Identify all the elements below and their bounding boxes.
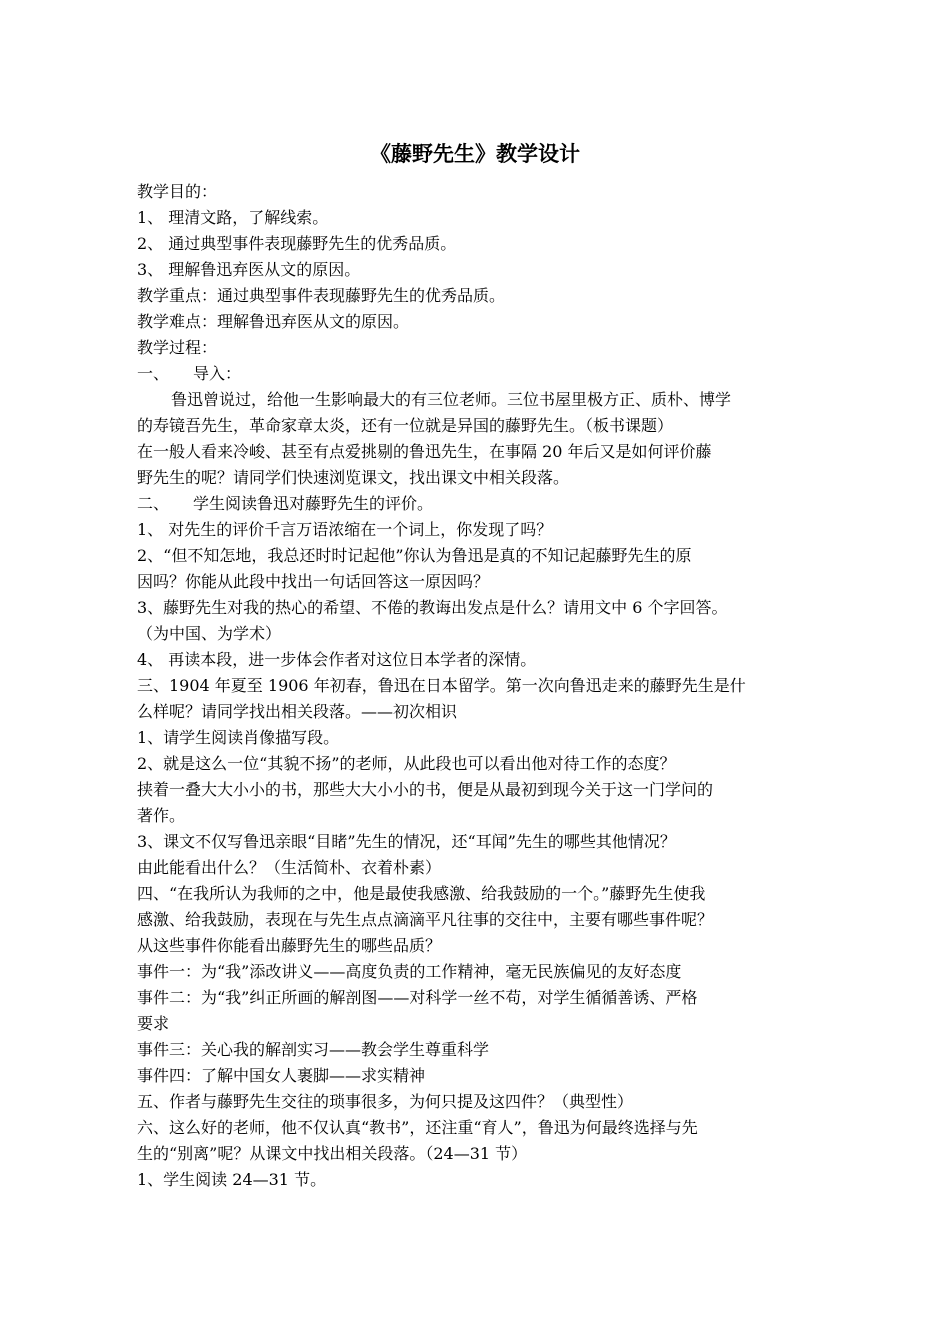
text-line: 生的“别离”呢？从课文中找出相关段落。（24—31 节） [137,1144,528,1163]
text-line: 二、 学生阅读鲁迅对藤野先生的评价。 [137,494,434,513]
text-line: 3、课文不仅写鲁迅亲眼“目睹”先生的情况，还“耳闻”先生的哪些其他情况？ [137,832,676,851]
text-line: 么样呢？请同学找出相关段落。——初次相识 [137,702,458,721]
text-line: 六、这么好的老师，他不仅认真“教书”，还注重“育人”，鲁迅为何最终选择与先 [137,1118,698,1137]
text-line: 1、请学生阅读肖像描写段。 [137,728,340,747]
text-line: 事件四：了解中国女人裹脚——求实精神 [137,1066,426,1085]
text-line: 4、 再读本段，进一步体会作者对这位日本学者的深情。 [137,650,537,669]
text-line: 从这些事件你能看出藤野先生的哪些品质？ [137,936,442,955]
text-line: 五、作者与藤野先生交往的琐事很多，为何只提及这四件？（典型性） [137,1092,634,1111]
text-line: 三、1904 年夏至 1906 年初春，鲁迅在日本留学。第一次向鲁迅走来的藤野先生是什 [137,676,746,695]
text-line: （为中国、为学术） [137,624,282,643]
text-line: 由此能看出什么？（生活简朴、衣着朴素） [137,858,442,877]
text-line: 2、就是这么一位“其貌不扬”的老师，从此段也可以看出他对待工作的态度？ [137,754,676,773]
text-line: 教学重点：通过典型事件表现藤野先生的优秀品质。 [137,286,506,305]
document-title: 《藤野先生》教学设计 [370,142,580,166]
text-line: 教学目的： [137,182,218,201]
text-line: 的寿镜吾先生，革命家章太炎，还有一位就是异国的藤野先生。（板书课题） [137,416,674,435]
text-line: 事件三：关心我的解剖实习——教会学生尊重科学 [137,1040,490,1059]
text-line: 在一般人看来冷峻、甚至有点爱挑剔的鲁迅先生，在事隔 20 年后又是如何评价藤 [137,442,712,461]
text-line: 著作。 [137,806,186,825]
text-line: 2、 通过典型事件表现藤野先生的优秀品质。 [137,234,457,253]
text-line: 挟着一叠大大小小的书，那些大大小小的书，便是从最初到现今关于这一门学问的 [137,780,714,799]
text-line: 1、 理清文路，了解线索。 [137,208,329,227]
text-line: 野先生的呢？请同学们快速浏览课文，找出课文中相关段落。 [137,468,570,487]
text-line: 教学难点：理解鲁迅弃医从文的原因。 [137,312,410,331]
text-line: 事件二：为“我”纠正所画的解剖图——对科学一丝不苟，对学生循循善诱、严格 [137,988,698,1007]
text-line: 3、藤野先生对我的热心的希望、不倦的教诲出发点是什么？请用文中 6 个字回答。 [137,598,728,617]
text-line: 四、“在我所认为我师的之中，他是最使我感激、给我鼓励的一个。”藤野先生使我 [137,884,706,903]
text-line: 感激、给我鼓励，表现在与先生点点滴滴平凡往事的交往中，主要有哪些事件呢？ [137,910,714,929]
text-line: 要求 [137,1014,170,1033]
text-line: 事件一：为“我”添改讲义——高度负责的工作精神，毫无民族偏见的友好态度 [137,962,682,981]
text-line: 3、 理解鲁迅弃医从文的原因。 [137,260,361,279]
text-line: 2、“但不知怎地，我总还时时记起他”你认为鲁迅是真的不知记起藤野先生的原 [137,546,692,565]
text-line: 鲁迅曾说过，给他一生影响最大的有三位老师。三位书屋里极方正、质朴、博学 [171,390,732,409]
text-line: 1、 对先生的评价千言万语浓缩在一个词上，你发现了吗？ [137,520,553,539]
text-line: 因吗？你能从此段中找出一句话回答这一原因吗？ [137,572,490,591]
text-line: 一、 导入： [137,364,242,383]
text-line: 1、学生阅读 24—31 节。 [137,1170,327,1189]
document-body [137,179,817,1193]
text-line: 教学过程： [137,338,218,357]
